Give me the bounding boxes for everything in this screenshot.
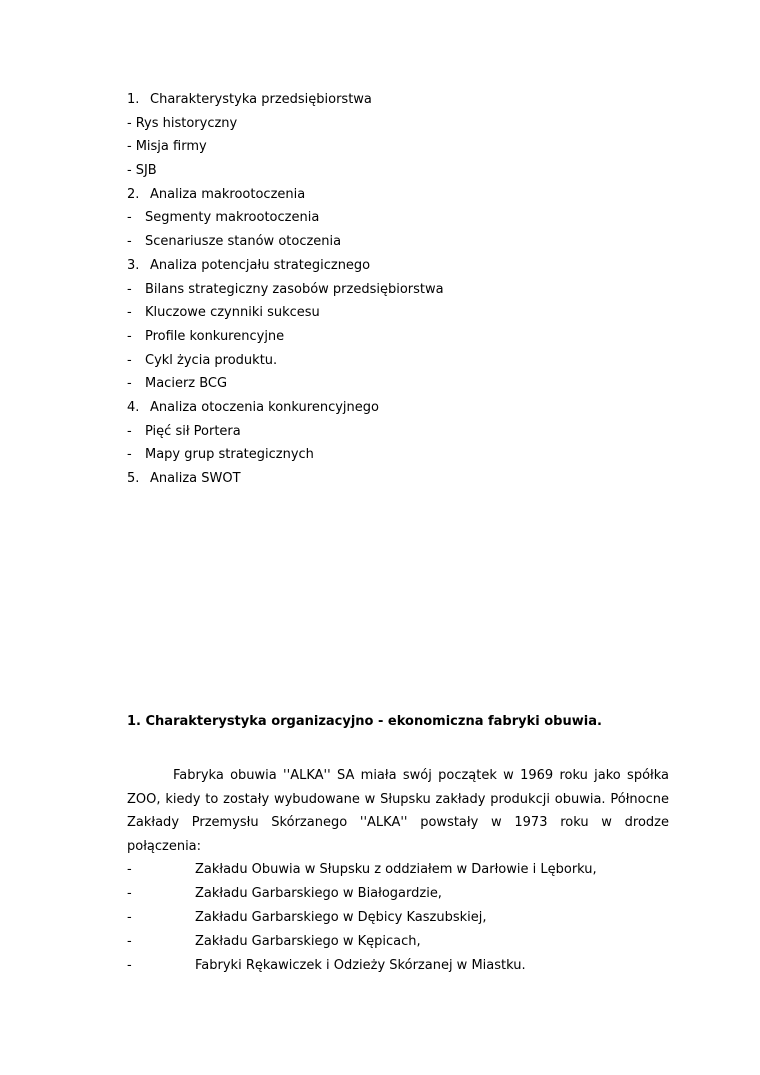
outline-item: [127, 349, 687, 373]
outline-item: [127, 159, 687, 183]
outline-marker: -: [127, 352, 132, 368]
outline-item: [127, 325, 687, 349]
outline-text: Profile konkurencyjne: [145, 328, 285, 344]
outline-marker: -: [127, 139, 132, 155]
outline-marker: -: [127, 376, 132, 392]
section-heading: 1. Charakterystyka organizacyjno - ekonomiczna fabryki obuwia.: [127, 714, 602, 729]
bullet-marker: -: [127, 933, 132, 949]
outline-text: Charakterystyka przedsiębiorstwa: [150, 92, 372, 107]
outline-marker: 4.: [127, 399, 140, 415]
outline-marker: 3.: [127, 257, 140, 273]
outline-item: [127, 301, 687, 325]
outline-item: [127, 420, 687, 444]
outline-marker: -: [127, 281, 132, 297]
outline-text: Analiza SWOT: [150, 471, 241, 486]
outline-text: Kluczowe czynniki sukcesu: [145, 305, 320, 321]
table-of-contents: [127, 88, 687, 491]
outline-marker: 2.: [127, 186, 140, 202]
outline-text: Bilans strategiczny zasobów przedsiębiorstwa: [145, 281, 444, 297]
outline-text: SJB: [135, 163, 157, 179]
outline-marker: -: [127, 423, 132, 439]
bullet-text: Zakładu Obuwia w Słupsku z oddziałem w Darłowie i Lęborku,: [195, 862, 597, 878]
outline-marker: -: [127, 328, 132, 344]
outline-text: Analiza potencjału strategicznego: [150, 257, 371, 273]
outline-item: [127, 183, 687, 207]
outline-text: Cykl życia produktu.: [145, 352, 278, 368]
outline-item: [127, 230, 687, 254]
outline-text: Analiza otoczenia konkurencyjnego: [150, 399, 379, 415]
outline-item: [127, 206, 687, 230]
outline-item: [127, 88, 687, 112]
outline-marker: -: [127, 210, 132, 226]
outline-marker: 5.: [127, 471, 140, 486]
body-paragraph: Fabryka obuwia ''ALKA'' SA miała swój początek w 1969 roku jako spółka ZOO, kiedy to zostały wybudowane w Słupsku zakłady produkcji obuwia. Północne Zakłady Przemysłu Skórzanego ''ALKA'' powstały w 1973 roku w drodze połączenia:: [127, 768, 669, 854]
outline-item: [127, 278, 687, 302]
outline-item: [127, 372, 687, 396]
outline-marker: 1.: [127, 92, 140, 107]
outline-item: [127, 135, 687, 159]
list-item: [127, 858, 669, 882]
bullet-marker: -: [127, 886, 132, 902]
list-item: [127, 906, 669, 930]
outline-marker: -: [127, 305, 132, 321]
outline-marker: -: [127, 163, 132, 179]
outline-text: Rys historyczny: [135, 115, 238, 131]
outline-item: [127, 396, 687, 420]
bullet-marker: -: [127, 957, 132, 973]
bullet-text: Zakładu Garbarskiego w Białogardzie,: [195, 886, 442, 902]
outline-marker: -: [127, 115, 132, 131]
list-item: [127, 882, 669, 906]
bullet-text: Fabryki Rękawiczek i Odzieży Skórzanej w Miastku.: [195, 957, 526, 973]
outline-marker: -: [127, 234, 132, 250]
bullet-marker: -: [127, 862, 132, 878]
outline-marker: -: [127, 447, 132, 463]
outline-text: Macierz BCG: [145, 376, 228, 392]
outline-item: [127, 443, 687, 467]
section-body: [127, 764, 669, 977]
outline-item: [127, 112, 687, 136]
outline-item: [127, 254, 687, 278]
outline-item: [127, 467, 687, 491]
bullet-marker: -: [127, 909, 132, 925]
bullet-text: Zakładu Garbarskiego w Kępicach,: [195, 933, 421, 949]
outline-text: Mapy grup strategicznych: [145, 447, 314, 463]
outline-text: Misja firmy: [135, 139, 207, 155]
outline-text: Scenariusze stanów otoczenia: [145, 234, 342, 250]
outline-text: Pięć sił Portera: [145, 423, 241, 439]
bullet-text: Zakładu Garbarskiego w Dębicy Kaszubskiej,: [195, 909, 487, 925]
outline-text: Analiza makrootoczenia: [150, 186, 306, 202]
list-item: [127, 954, 669, 978]
list-item: [127, 930, 669, 954]
outline-text: Segmenty makrootoczenia: [145, 210, 320, 226]
